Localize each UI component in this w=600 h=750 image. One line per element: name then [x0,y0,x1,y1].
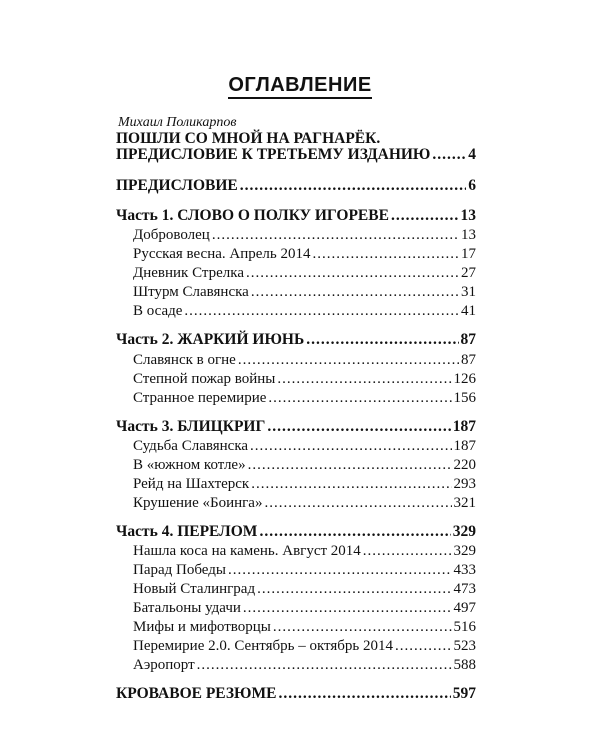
chapter-title: Дневник Стрелка [133,265,244,281]
dot-leader [228,562,452,579]
chapter-page: 17 [461,246,476,262]
chapter-title: Батальоны удачи [133,600,241,616]
toc-entry-preface[interactable] [116,177,476,195]
toc-chapter[interactable] [133,303,476,320]
dot-leader [212,227,459,244]
chapter-title: Перемирие 2.0. Сентябрь – октябрь 2014 [133,638,394,654]
toc-chapter[interactable] [133,371,476,388]
toc-chapter[interactable] [133,495,476,512]
dot-leader [248,457,452,474]
dot-leader [395,638,451,655]
chapter-page: 433 [453,562,476,578]
part-title: Часть 1. СЛОВО О ПОЛКУ ИГОРЕВЕ [116,207,389,224]
dot-leader [432,146,466,164]
chapter-title: Русская весна. Апрель 2014 [133,246,311,262]
part-title: Часть 2. ЖАРКИЙ ИЮНЬ [116,331,305,348]
part-page: 187 [452,418,476,435]
chapter-title: Доброволец [133,227,210,243]
chapter-title: Парад Победы [133,562,226,578]
part-page: 329 [452,523,476,540]
chapter-page: 13 [461,227,476,243]
chapter-title: Славянск в огне [133,352,236,368]
chapter-title: Штурм Славянска [133,284,249,300]
toc-chapter[interactable] [133,265,476,282]
chapter-page: 187 [453,438,476,454]
chapter-title: Рейд на Шахтерск [133,476,250,492]
dot-leader [240,177,467,195]
chapter-title: Крушение «Боинга» [133,495,263,511]
dot-leader [259,523,450,541]
toc-part-3[interactable] [116,418,476,436]
dot-leader [277,371,451,388]
dot-leader [257,581,451,598]
dot-leader [278,685,450,703]
dot-leader [251,476,451,493]
chapter-title: Нашла коса на камень. Август 2014 [133,543,361,559]
toc-chapter[interactable] [133,438,476,455]
chapter-page: 41 [461,303,476,319]
chapter-page: 87 [461,352,476,368]
chapter-page: 588 [453,657,476,673]
toc-chapter[interactable] [133,284,476,301]
chapter-title: Судьба Славянска [133,438,249,454]
toc-chapter[interactable] [133,246,476,263]
chapter-page: 321 [453,495,476,511]
dot-leader [264,495,451,512]
chapter-page: 473 [453,581,476,597]
toc-chapter[interactable] [133,543,476,560]
dot-leader [363,543,452,560]
toc-part-4[interactable] [116,523,476,541]
dot-leader [251,284,459,301]
toc-entry-title: ПРЕДИСЛОВИЕ [116,177,238,194]
chapter-page: 516 [453,619,476,635]
dot-leader [184,303,459,320]
part-title: Часть 4. ПЕРЕЛОМ [116,523,258,540]
dot-leader [267,418,450,436]
dot-leader [306,331,458,349]
page-title: ОГЛАВЛЕНИЕ [0,74,600,97]
toc-entry-final[interactable] [116,685,476,703]
toc-chapter[interactable] [133,352,476,369]
chapter-page: 220 [453,457,476,473]
chapter-title: Степной пожар войны [133,371,276,387]
part-page: 87 [460,331,476,348]
dot-leader [391,207,459,225]
chapter-title: В «южном котле» [133,457,246,473]
chapter-page: 523 [453,638,476,654]
chapter-title: В осаде [133,303,183,319]
toc-entry-title: КРОВАВОЕ РЕЗЮМЕ [116,685,277,702]
toc-part-2[interactable] [116,331,476,349]
toc-entry-page: 6 [468,177,476,194]
chapter-page: 293 [453,476,476,492]
toc-chapter[interactable] [133,638,476,655]
chapter-title: Странное перемирие [133,390,267,406]
toc-entry-page: 4 [468,146,476,163]
dot-leader [246,265,459,282]
part-page: 13 [460,207,476,224]
toc-chapter[interactable] [133,657,476,674]
toc-chapter[interactable] [133,476,476,493]
toc-entry-page: 597 [452,685,476,702]
chapter-page: 27 [461,265,476,281]
toc-entry-title: ПРЕДИСЛОВИЕ К ТРЕТЬЕМУ ИЗДАНИЮ [116,146,431,163]
part-title: Часть 3. БЛИЦКРИГ [116,418,266,435]
chapter-title: Новый Сталинград [133,581,256,597]
toc-chapter[interactable] [133,457,476,474]
chapter-title: Мифы и мифотворцы [133,619,271,635]
dot-leader [243,600,452,617]
chapter-title: Аэропорт [133,657,195,673]
chapter-page: 126 [453,371,476,387]
chapter-page: 329 [453,543,476,559]
toc-part-1[interactable] [116,207,476,225]
chapter-page: 31 [461,284,476,300]
toc-chapter[interactable] [133,619,476,636]
dot-leader [273,619,452,636]
chapter-page: 156 [453,390,476,406]
toc-chapter[interactable] [133,390,476,407]
intro-title-line1: ПОШЛИ СО МНОЙ НА РАГНАРЁК. [116,130,381,147]
dot-leader [197,657,452,674]
chapter-page: 497 [453,600,476,616]
dot-leader [268,390,451,407]
dot-leader [250,438,451,455]
dot-leader [238,352,459,369]
toc-chapter[interactable] [133,562,476,579]
toc-chapter[interactable] [133,600,476,617]
toc-chapter[interactable] [133,227,476,244]
toc-entry-intro[interactable] [116,146,476,164]
toc-chapter[interactable] [133,581,476,598]
dot-leader [313,246,460,263]
intro-author: Михаил Поликарпов [118,115,237,130]
